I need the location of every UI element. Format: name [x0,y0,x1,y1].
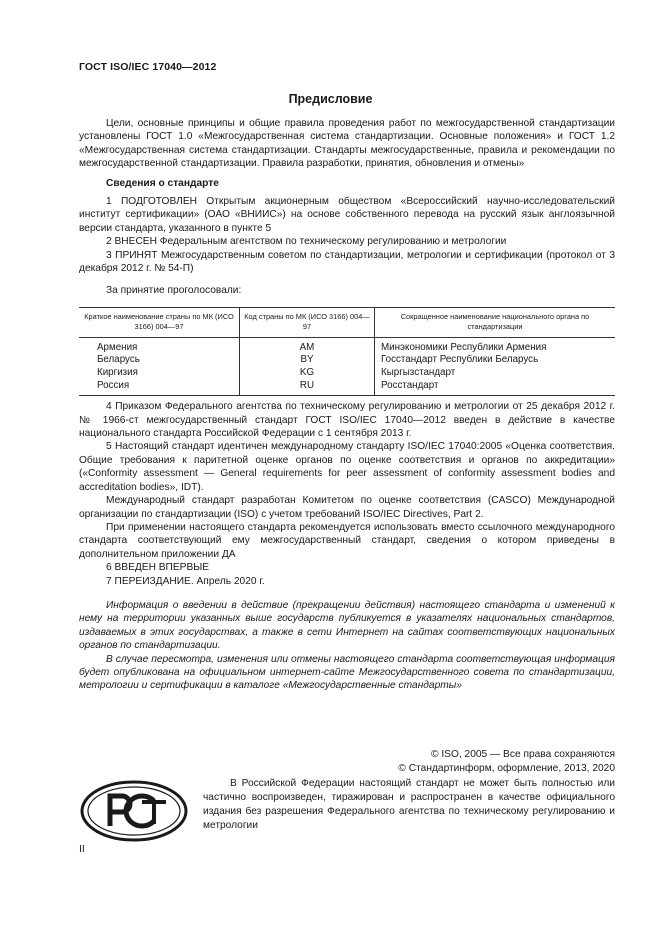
header-country: Краткое наименование страны по МК (ИСО 3166) 004—97 [79,307,240,337]
standard-info-subheading: Сведения о стандарте [106,177,219,189]
item-paragraph: Международный стандарт разработан Комитетом по оценке соответствия (CASCO) Международной организации по стандартизации (ISO) с учетом требований ISO/IEC Directives, Part 2. [79,495,615,520]
intro-paragraph: Цели, основные принципы и общие правила проведения работ по межгосударственной стандартизации установлены ГОСТ 1.0 «Межгосударственная система стандартизации. Основные положения» и ГОСТ 1.2 «Межгосударственная система стандартизации. Стандарты межгосударственные, правила и рекомендации по межгосударственной стандартизации. Правила разработки, принятия, обновления и отмены» [79,118,615,170]
copyright-block [398,748,615,776]
document-code: ГОСТ ISO/IEC 17040—2012 [79,61,217,73]
body-cell: Кыргызстандарт [375,367,616,380]
page-number: II [79,843,85,855]
item-paragraph: При применении настоящего стандарта рекомендуется использовать вместо ссылочного международного стандарта соответствующий ему межгосударственный стандарт, сведения о котором приведены в дополнительном приложении ДА [79,521,615,560]
item-paragraph: 1 ПОДГОТОВЛЕН Открытым акционерным обществом «Всероссийский научно-исследовательский институт сертификации» (ОАО «ВНИИС») на основе собственного перевода на русский язык англоязычной версии стандарта, указанного в пункте 5 [79,196,615,234]
foreword-body [79,117,615,693]
rst-certification-mark-icon [80,780,188,842]
country-cell: Киргизия [97,367,138,379]
code-cell: RU [240,380,375,396]
item-paragraph: 7 ПЕРЕИЗДАНИЕ. Апрель 2020 г. [106,575,265,587]
item-paragraph: 3 ПРИНЯТ Межгосударственным советом по стандартизации, метрологии и сертификации (протокол от 3 декабря 2012 г. № 54-П) [79,249,615,275]
country-cell: Армения [97,341,138,353]
body-cell: Минэкономики Республики Армения [375,337,616,354]
vote-table-header [79,307,615,337]
publication-notes [79,599,615,693]
copyright-line: © ISO, 2005 — Все права сохраняются [431,749,615,760]
body-cell: Госстандарт Республики Беларусь [375,354,616,367]
code-cell: AM [240,337,375,354]
copyright-line: © Стандартинформ, оформление, 2013, 2020 [398,763,615,774]
item-paragraph: 2 ВНЕСЕН Федеральным агентством по техническому регулированию и метрологии [106,236,507,248]
table-row [79,354,615,367]
legal-paragraph: В Российской Федерации настоящий стандарт не может быть полностью или частично воспроизведен, тиражирован и распространен в качестве официального издания без разрешения Федерального агентства по техническому регулированию и метрологии [203,778,615,831]
code-cell: KG [240,367,375,380]
item-paragraph: 4 Приказом Федерального агентства по техническому регулированию и метрологии от 25 декабря 2012 г. № 1966-ст межгосударственный стандарт ГОСТ ISO/IEC 17040—2012 введен в действие в качестве национального стандарта Российской Федерации с 1 сентября 2013 г. [79,401,615,440]
table-row [79,367,615,380]
country-cell: Россия [79,380,240,396]
header-code: Код страны по МК (ИСО 3166) 004—97 [240,307,375,337]
body-cell: Росстандарт [375,380,616,396]
header-body: Сокращенное наименование национального органа по стандартизации [375,307,616,337]
country-cell: Беларусь [97,354,140,366]
vote-title: За принятие проголосовали: [106,285,242,297]
italic-note: Информация о введении в действие (прекращении действия) настоящего стандарта и изменений к нему на территории указанных выше государств публикуется в указателях национальных стандартов, издаваемых в этих государствах, а также в сети Интернет на сайтах соответствующих национальных органов по стандартизации. [79,599,615,652]
foreword-heading: Предисловие [288,92,373,106]
code-cell: BY [240,354,375,367]
table-row [79,337,615,354]
reproduction-notice [203,777,615,833]
italic-note: В случае пересмотра, изменения или отмены настоящего стандарта соответствующая информация будет опубликована на официальном интернет-сайте Межгосударственного совета по стандартизации, метрологии и сертификации в каталоге «Межгосударственные стандарты» [79,653,615,692]
item-paragraph: 6 ВВЕДЕН ВПЕРВЫЕ [106,562,210,574]
vote-table [79,307,615,396]
table-row [79,380,615,396]
item-paragraph: 5 Настоящий стандарт идентичен международному стандарту ISO/IEC 17040:2005 «Оценка соответствия. Общие требования к паритетной оценке органов по оценке соответствия и органов по аккредитации» («Conformity assessment — General requirements for peer assessment of conformity assessment bodies and accreditation bodies», IDT). [79,441,615,493]
